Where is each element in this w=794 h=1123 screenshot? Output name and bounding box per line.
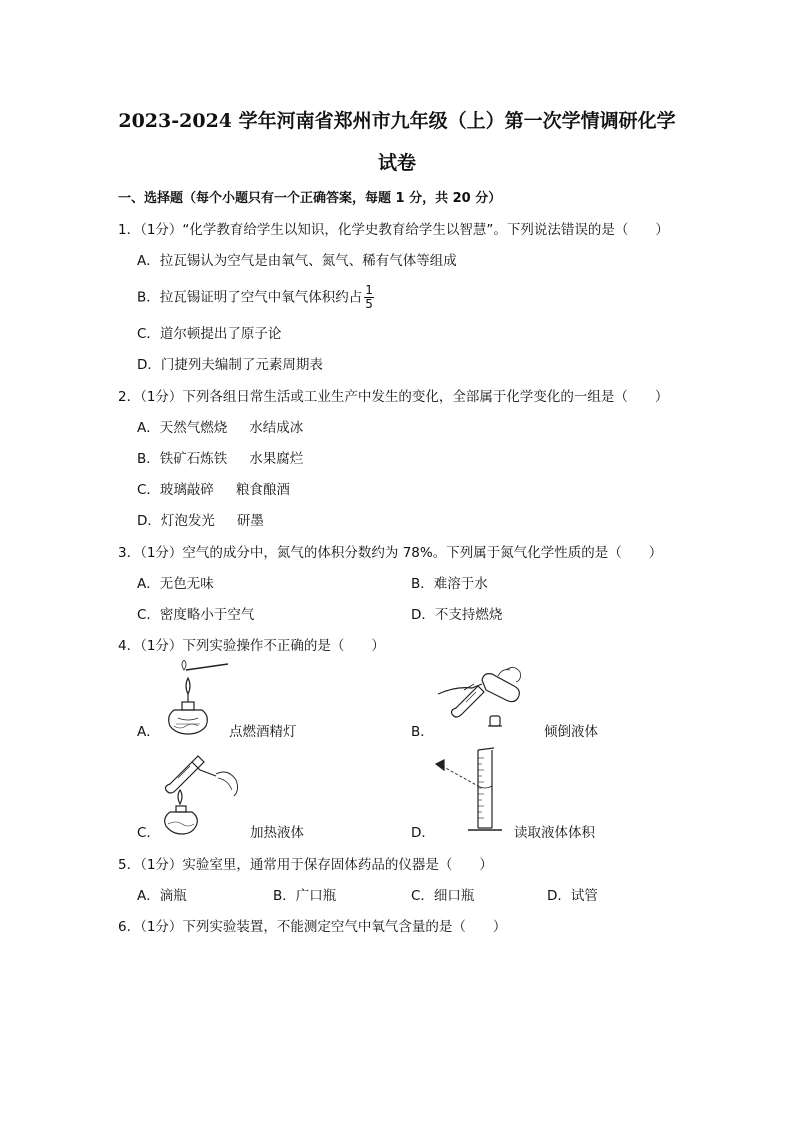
question-4-option-a-label: A． <box>137 724 160 740</box>
option-b-item2: 水果腐烂 <box>249 451 304 467</box>
question-2-stem: 2．（1分）下列各组日常生活或工业生产中发生的变化，全部属于化学变化的一组是（ ） <box>118 389 669 405</box>
option-d-item1: D．灯泡发光 <box>137 513 215 529</box>
option-c-item1: C．玻璃敲碎 <box>137 482 214 498</box>
option-c-item2: 粮食酿酒 <box>235 482 290 498</box>
question-5-option-c: C．细口瓶 <box>411 888 475 904</box>
question-3-option-a: A．无色无味 <box>137 576 214 592</box>
question-2-option-c <box>137 478 290 498</box>
question-4-option-c-caption: 加热液体 <box>250 825 304 841</box>
figure-c-heating-liquid <box>156 750 248 836</box>
fraction-numerator: 1 <box>365 283 373 297</box>
option-a-item1: A．天然气燃烧 <box>137 420 228 436</box>
question-5-stem: 5．（1分）实验室里，通常用于保存固体药品的仪器是（ ） <box>118 857 493 873</box>
question-3-stem: 3．（1分）空气的成分中，氮气的体积分数约为 78%。下列属于氮气化学性质的是（ ） <box>118 545 663 561</box>
figure-b-pouring-liquid <box>436 656 546 740</box>
question-1-option-a: A．拉瓦锡认为空气是由氧气、氮气、稀有气体等组成 <box>137 253 457 269</box>
figure-d-graduated-cylinder <box>434 746 514 836</box>
question-1-option-b <box>137 284 374 311</box>
exam-title-line2: 试卷 <box>377 152 416 174</box>
question-6-stem: 6．（1分）下列实验装置，不能测定空气中氧气含量的是（ ） <box>118 919 507 935</box>
question-5-option-b: B．广口瓶 <box>273 888 337 904</box>
question-2-option-d <box>137 509 264 529</box>
exam-title-line1: 2023-2024 学年河南省郑州市九年级（上）第一次学情调研化学 <box>118 110 676 132</box>
option-a-item2: 水结成冰 <box>249 420 304 436</box>
fraction-denominator: 5 <box>365 297 373 311</box>
section-heading: 一、选择题（每个小题只有一个正确答案，每题 1 分，共 20 分） <box>118 191 502 206</box>
question-3-option-b: B．难溶于水 <box>411 576 488 592</box>
question-4-option-b-caption: 倾倒液体 <box>544 724 598 740</box>
question-1-option-d: D．门捷列夫编制了元素周期表 <box>137 357 323 373</box>
question-4-option-d-label: D． <box>411 825 435 841</box>
question-4-option-b-label: B． <box>411 724 434 740</box>
option-b-item1: B．铁矿石炼铁 <box>137 451 228 467</box>
question-3-option-d: D．不支持燃烧 <box>411 607 503 623</box>
question-4-option-d-caption: 读取液体体积 <box>514 825 595 841</box>
question-5-option-d: D．试管 <box>547 888 598 904</box>
question-1-stem: 1．（1分）“化学教育给学生以知识，化学史教育给学生以智慧”。下列说法错误的是（ ） <box>118 222 669 238</box>
question-3-option-c: C．密度略小于空气 <box>137 607 255 623</box>
fraction <box>364 284 374 311</box>
question-4-option-c-label: C． <box>137 825 160 841</box>
question-5-option-a: A．滴瓶 <box>137 888 187 904</box>
question-2-option-b <box>137 447 303 467</box>
question-2-option-a <box>137 416 303 436</box>
option-d-item2: 研墨 <box>236 513 264 529</box>
question-1-option-b-text: B．拉瓦锡证明了空气中氧气体积约占 <box>137 289 363 306</box>
question-4-option-a-caption: 点燃酒精灯 <box>229 724 297 740</box>
question-1-option-c: C．道尔顿提出了原子论 <box>137 326 282 342</box>
question-4-stem: 4．（1分）下列实验操作不正确的是（ ） <box>118 638 385 654</box>
figure-a-alcohol-lamp <box>156 660 236 740</box>
